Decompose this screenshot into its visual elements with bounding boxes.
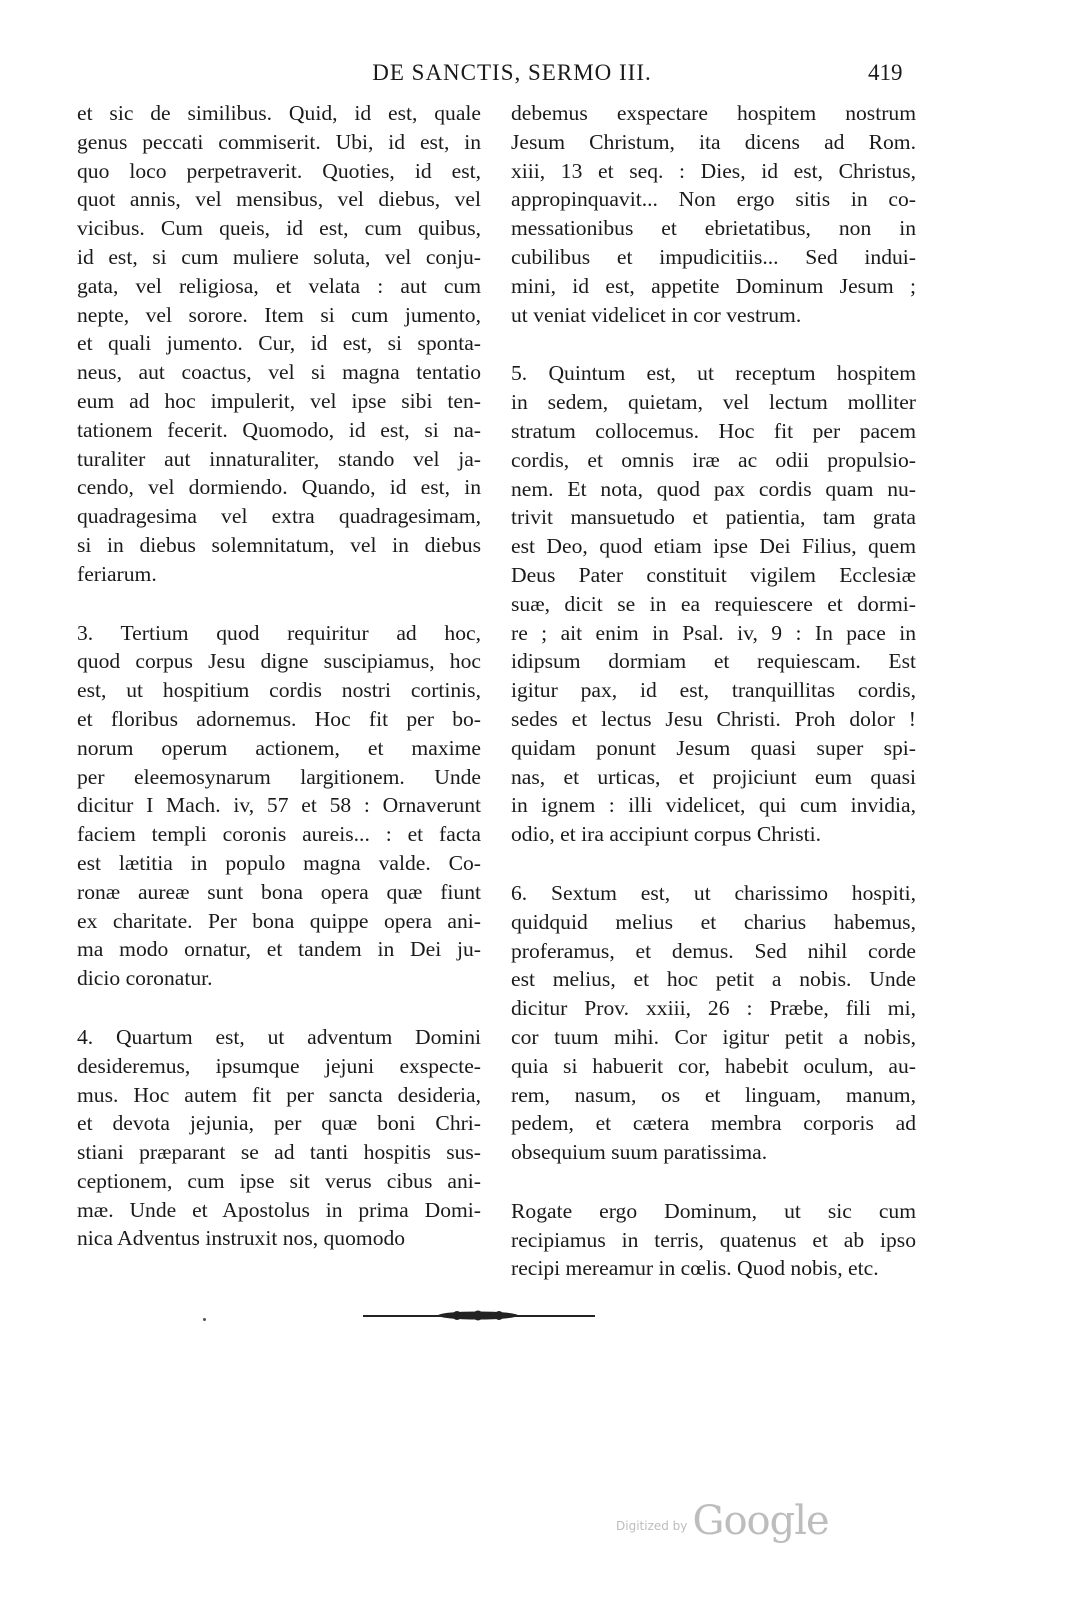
running-header-title: DE SANCTIS, SERMO III.	[372, 60, 652, 85]
text-line: norum operum actionem, et maxime	[77, 735, 481, 760]
text-line: nica Adventus instruxit nos, quomodo	[77, 1226, 406, 1251]
text-line: turaliter aut innaturaliter, stando vel ja-	[77, 446, 481, 471]
text-line: igitur pax, id est, tranquillitas cordis,	[511, 678, 916, 703]
text-line: genus peccati commiserit. Ubi, id est, in	[77, 129, 481, 154]
page-number: 419	[868, 60, 903, 85]
text-line: pedem, et cætera membra corporis ad	[511, 1111, 916, 1136]
text-line: mæ. Unde et Apostolus in prima Domi-	[77, 1197, 481, 1222]
text-line: 3. Tertium quod requiritur ad hoc,	[77, 620, 481, 645]
text-line: rem, nasum, os et linguam, manum,	[511, 1082, 916, 1107]
text-line: quo loco perpetraverit. Quoties, id est,	[77, 158, 481, 183]
text-line: 4. Quartum est, ut adventum Domini	[77, 1024, 481, 1049]
text-line: et quali jumento. Cur, id est, si sponta-	[77, 331, 481, 356]
text-line: si in diebus solemnitatum, vel in diebus	[77, 532, 481, 557]
paragraph-gap	[511, 1167, 916, 1197]
text-line: messationibus et ebrietatibus, non in	[511, 216, 916, 241]
text-line: neus, aut coactus, vel si magna tentatio	[77, 360, 481, 385]
text-line: ronæ aureæ sunt bona opera quæ fiunt	[77, 879, 481, 904]
text-line: idipsum dormiam et requiescam. Est	[511, 649, 916, 674]
text-line: est lætitia in populo magna valde. Co-	[77, 850, 481, 875]
text-line: odio, et ira accipiunt corpus Christi.	[511, 822, 822, 847]
text-line: quod corpus Jesu digne suscipiamus, hoc	[77, 649, 481, 674]
text-line: ma modo ornatur, et tandem in Dei ju-	[77, 937, 481, 962]
text-line: sedes et lectus Jesu Christi. Proh dolor !	[511, 706, 916, 731]
text-line: in ignem : illi videlicet, qui cum invidia,	[511, 793, 916, 818]
text-line: faciem templi coronis aureis... : et facta	[77, 822, 481, 847]
text-line: dicio coronatur.	[77, 966, 213, 991]
text-line: Rogate ergo Dominum, ut sic cum	[511, 1198, 916, 1223]
text-line: tationem fecerit. Quomodo, id est, si na-	[77, 417, 481, 442]
divider-ornament-icon	[437, 1309, 519, 1322]
text-line: proferamus, et demus. Sed nihil corde	[511, 938, 916, 963]
text-line: nas, et urticas, et projiciunt eum quasi	[511, 764, 916, 789]
text-line: et devota jejunia, per quæ boni Chri-	[77, 1111, 481, 1136]
paper-speck	[203, 1318, 206, 1321]
text-line: desideremus, ipsumque jejuni exspecte-	[77, 1053, 481, 1078]
text-line: ex charitate. Per bona quippe opera ani-	[77, 908, 481, 933]
text-line: cendo, vel dormiendo. Quando, id est, in	[77, 475, 481, 500]
text-line: id est, si cum muliere soluta, vel conju-	[77, 244, 481, 269]
text-line: cor tuum mihi. Cor igitur petit a nobis,	[511, 1024, 916, 1049]
text-line: quot annis, vel mensibus, vel diebus, vel	[77, 187, 481, 212]
text-line: nem. Et nota, quod pax cordis quam nu-	[511, 476, 916, 501]
text-line: eum ad hoc impulerit, vel ipse sibi ten-	[77, 388, 481, 413]
text-line: quidquid melius et charius habemus,	[511, 909, 916, 934]
text-line: in sedem, quietam, vel lectum molliter	[511, 390, 916, 415]
watermark-prefix: Digitized by	[616, 1519, 688, 1533]
text-line: 6. Sextum est, ut charissimo hospiti,	[511, 880, 916, 905]
text-line: xiii, 13 et seq. : Dies, id est, Christus,	[511, 158, 916, 183]
watermark-brand-logo: Google	[692, 1498, 829, 1544]
text-line: est melius, et hoc petit a nobis. Unde	[511, 967, 916, 992]
text-line: vicibus. Cum queis, id est, cum quibus,	[77, 216, 481, 241]
text-line: stratum collocemus. Hoc fit per pacem	[511, 418, 916, 443]
text-line: quidam ponunt Jesum quasi super spi-	[511, 735, 916, 760]
text-line: et floribus adornemus. Hoc fit per bo-	[77, 706, 481, 731]
text-line: mini, id est, appetite Dominum Jesum ;	[511, 273, 916, 298]
text-line: suæ, dicit se in ea requiescere et dormi-	[511, 591, 916, 616]
text-line: per eleemosynarum largitionem. Unde	[77, 764, 481, 789]
paragraph-gap	[511, 329, 916, 359]
text-line: recipiamus in terris, quatenus et ab ipso	[511, 1227, 916, 1252]
paragraph-gap	[511, 849, 916, 879]
text-line: Jesum Christum, ita dicens ad Rom.	[511, 129, 916, 154]
text-line: appropinquavit... Non ergo sitis in co-	[511, 187, 916, 212]
text-line: trivit mansuetudo et patientia, tam grata	[511, 505, 916, 530]
text-line: cordis, et omnis iræ ac odii propulsio-	[511, 447, 916, 472]
text-line: 5. Quintum est, ut receptum hospitem	[511, 361, 916, 386]
text-line: dicitur I Mach. iv, 57 et 58 : Ornaverunt	[77, 793, 481, 818]
text-line: recipi mereamur in cœlis. Quod nobis, etc.	[511, 1256, 879, 1281]
digitization-watermark	[616, 1498, 829, 1544]
text-line: mus. Hoc autem fit per sancta desideria,	[77, 1082, 481, 1107]
text-line: est Deo, quod etiam ipse Dei Filius, quem	[511, 534, 916, 559]
text-line: ut veniat videlicet in cor vestrum.	[511, 302, 802, 327]
text-line: ceptionem, cum ipse sit verus cibus ani-	[77, 1168, 481, 1193]
text-line: est, ut hospitium cordis nostri cortinis,	[77, 678, 481, 703]
text-line: dicitur Prov. xxiii, 26 : Præbe, fili mi,	[511, 996, 916, 1021]
text-column-right	[511, 99, 916, 1283]
text-line: obsequium suum paratissima.	[511, 1140, 768, 1165]
text-line: quia si habuerit cor, habebit oculum, au-	[511, 1053, 916, 1078]
text-line: feriarum.	[77, 561, 157, 586]
text-line: quadragesima vel extra quadragesimam,	[77, 504, 481, 529]
paragraph-gap	[77, 993, 481, 1023]
text-line: et sic de similibus. Quid, id est, quale	[77, 101, 481, 125]
text-line: gata, vel religiosa, et velata : aut cum	[77, 273, 481, 298]
text-column-left	[77, 99, 481, 1253]
text-line: stiani præparant se ad tanti hospitis sus-	[77, 1140, 481, 1165]
paragraph-gap	[77, 589, 481, 619]
text-line: cubilibus et impudicitiis... Sed indui-	[511, 244, 916, 269]
text-line: debemus exspectare hospitem nostrum	[511, 101, 916, 125]
text-line: re ; ait enim in Psal. iv, 9 : In pace in	[511, 620, 916, 645]
text-line: nepte, vel sorore. Item si cum jumento,	[77, 302, 481, 327]
text-line: Deus Pater constituit vigilem Ecclesiæ	[511, 562, 916, 587]
